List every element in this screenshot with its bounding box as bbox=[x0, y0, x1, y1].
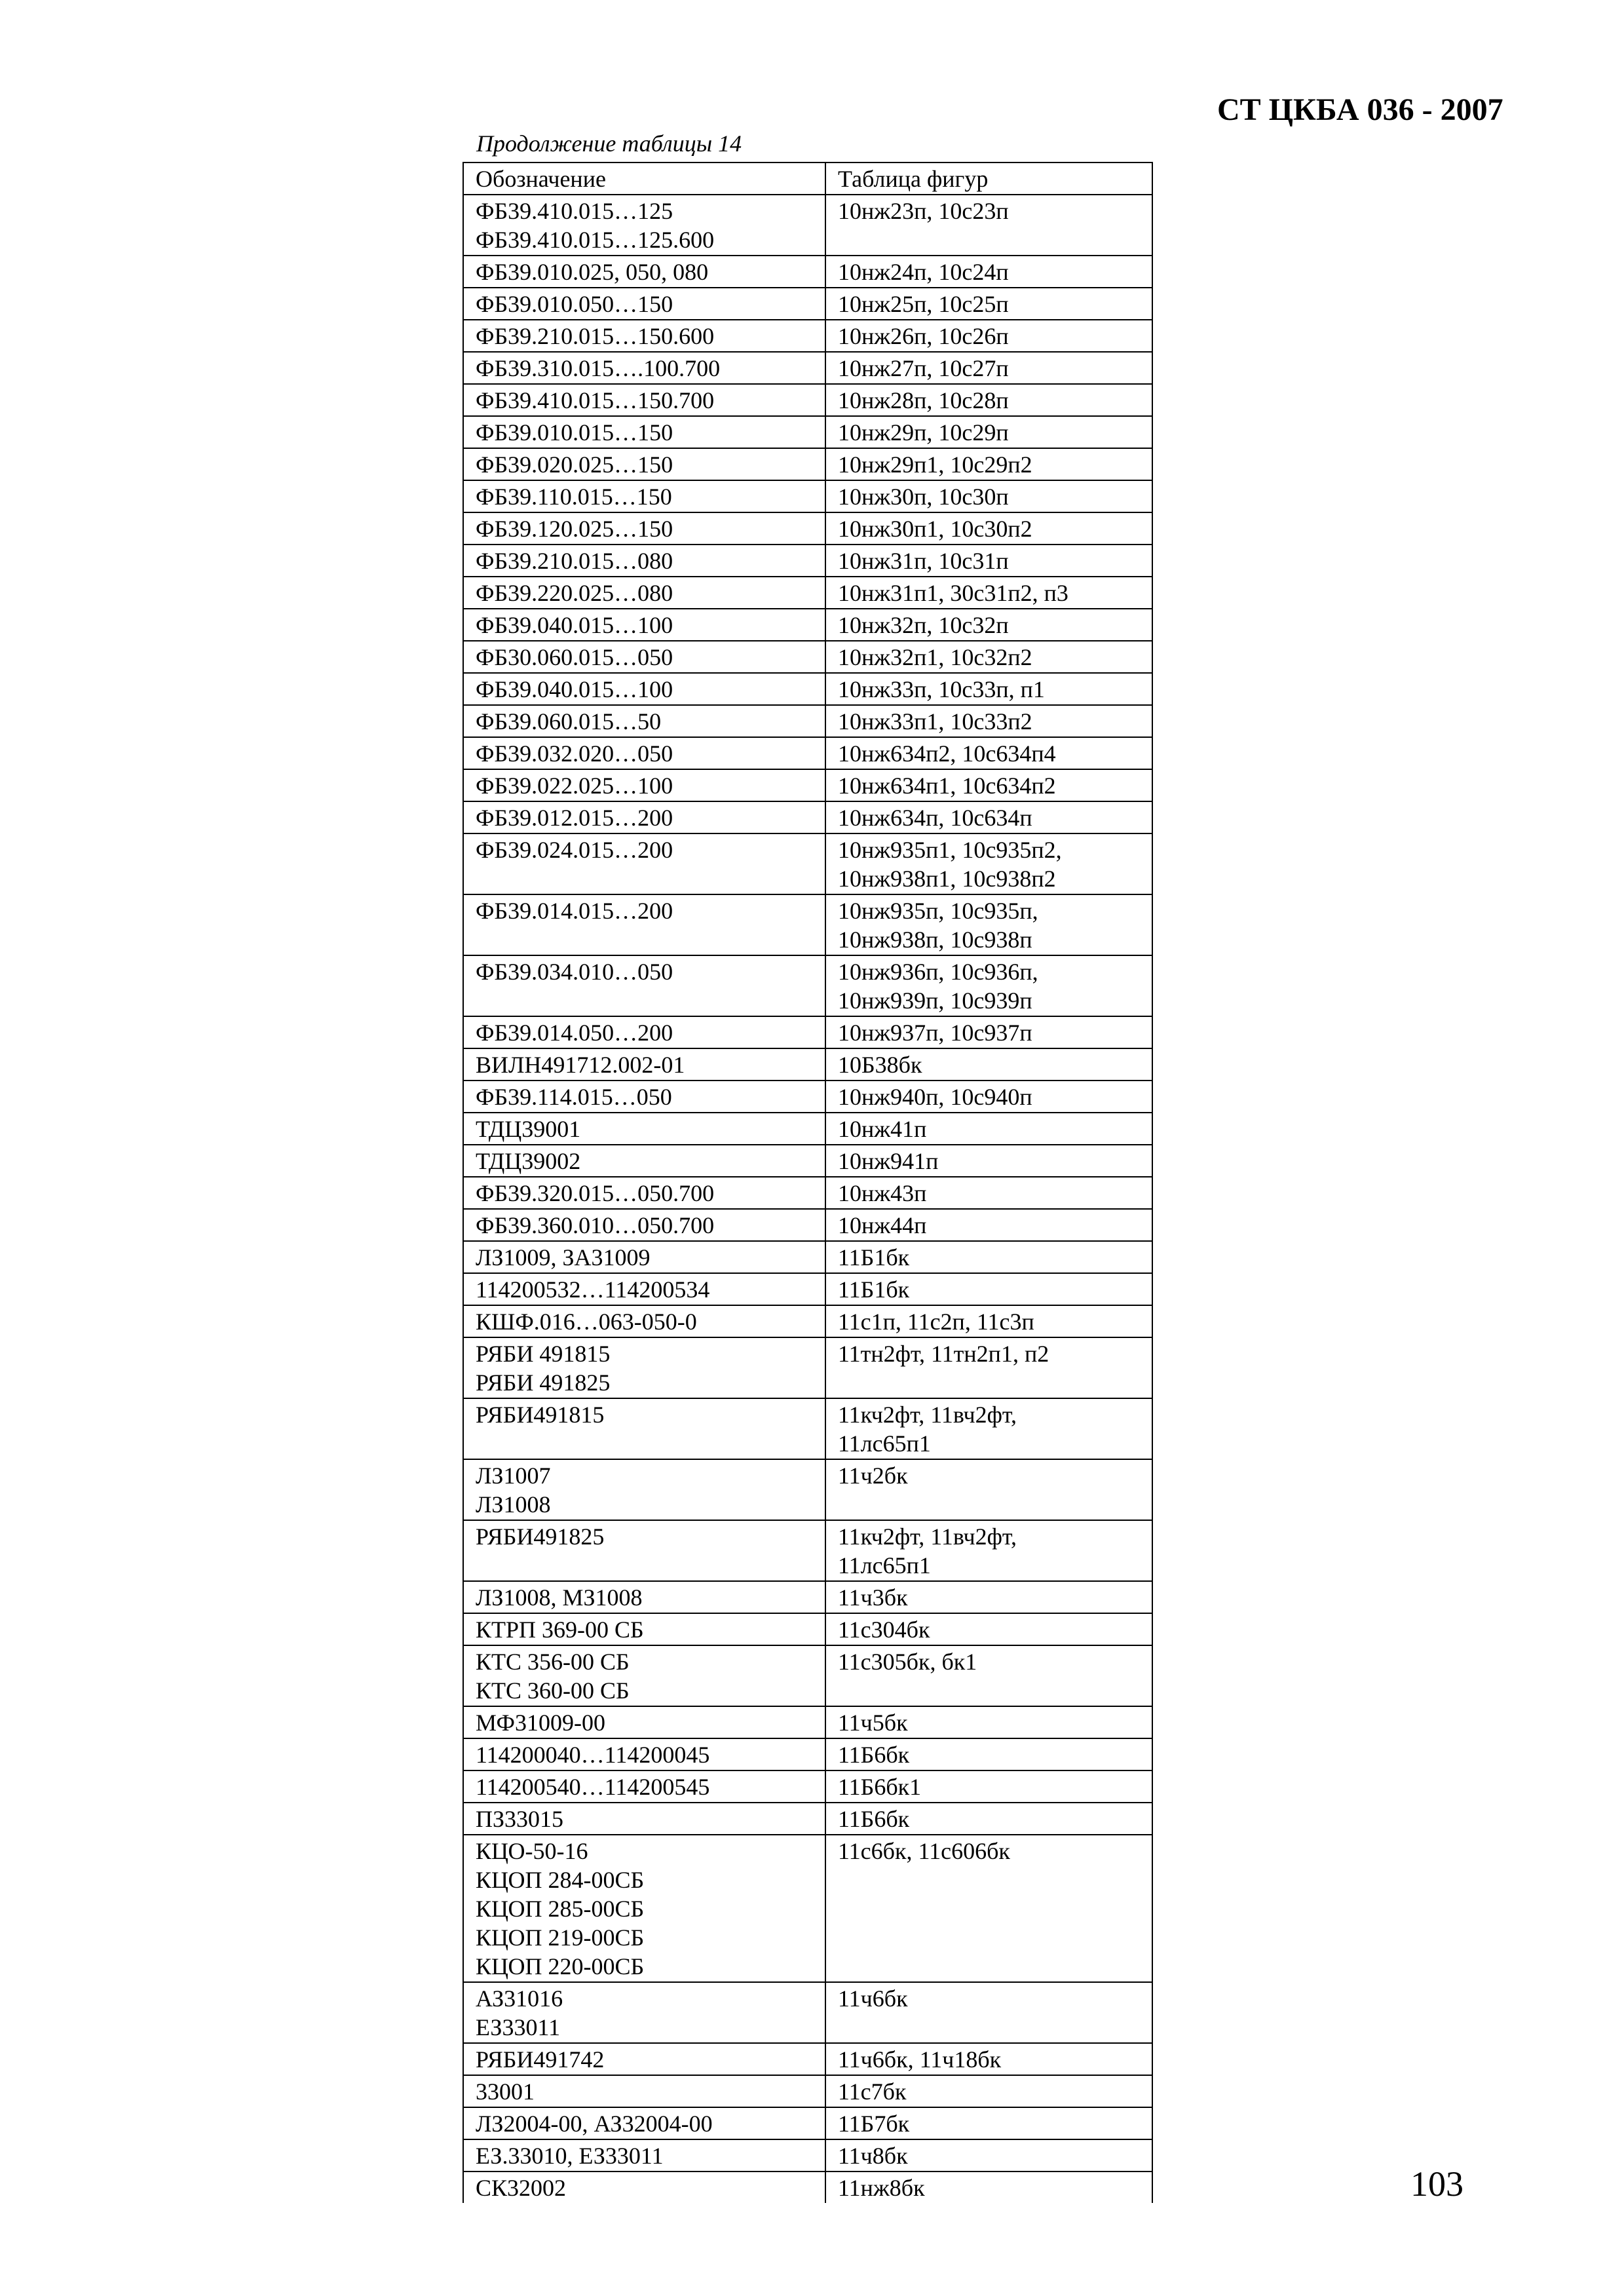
designation-cell: ТДЦ39002 bbox=[463, 1145, 825, 1177]
figures-cell: 10нж33п, 10с33п, п1 bbox=[825, 673, 1152, 705]
figures-cell: 11кч2фт, 11вч2фт, 11лс65п1 bbox=[825, 1520, 1152, 1581]
table-row bbox=[463, 1835, 1152, 1982]
table-row bbox=[463, 448, 1152, 480]
figures-cell: 11с304бк bbox=[825, 1613, 1152, 1645]
table-row bbox=[463, 2043, 1152, 2075]
designation-cell: ФБ39.210.015…080 bbox=[463, 545, 825, 577]
designation-cell: КШФ.016…063-050-0 bbox=[463, 1305, 825, 1337]
figures-cell: 10нж936п, 10с936п, 10нж939п, 10с939п bbox=[825, 955, 1152, 1016]
table-row bbox=[463, 833, 1152, 894]
figures-cell: 11ч5бк bbox=[825, 1706, 1152, 1738]
figures-cell: 10нж26п, 10с26п bbox=[825, 320, 1152, 352]
column-header-figures: Таблица фигур bbox=[825, 163, 1152, 195]
designation-cell: ФБ39.114.015…050 bbox=[463, 1081, 825, 1113]
designation-cell: ЛЗ1008, МЗ1008 bbox=[463, 1581, 825, 1613]
figures-cell: 10нж23п, 10с23п bbox=[825, 195, 1152, 256]
table-row bbox=[463, 705, 1152, 737]
figures-cell: 10нж33п1, 10с33п2 bbox=[825, 705, 1152, 737]
figures-cell: 10нж935п1, 10с935п2, 10нж938п1, 10с938п2 bbox=[825, 833, 1152, 894]
figures-cell: 10нж937п, 10с937п bbox=[825, 1016, 1152, 1048]
table-row bbox=[463, 955, 1152, 1016]
figures-cell: 10нж41п bbox=[825, 1113, 1152, 1145]
table-row bbox=[463, 737, 1152, 769]
designation-cell: ФБ39.014.050…200 bbox=[463, 1016, 825, 1048]
page-number: 103 bbox=[1410, 2164, 1463, 2204]
table-row bbox=[463, 1770, 1152, 1803]
figures-cell: 10Б38бк bbox=[825, 1048, 1152, 1081]
designation-cell: АЗ31016 ЕЗ33011 bbox=[463, 1982, 825, 2043]
figures-cell: 11кч2фт, 11вч2фт, 11лс65п1 bbox=[825, 1398, 1152, 1459]
designation-cell: ФБ39.310.015….100.700 bbox=[463, 352, 825, 384]
figures-cell: 11нж8бк bbox=[825, 2172, 1152, 2203]
table-row bbox=[463, 545, 1152, 577]
table-row bbox=[463, 1520, 1152, 1581]
designation-cell: ЛЗ2004-00, АЗ32004-00 bbox=[463, 2107, 825, 2139]
figures-cell: 11Б1бк bbox=[825, 1273, 1152, 1305]
table-row bbox=[463, 1398, 1152, 1459]
table-row bbox=[463, 801, 1152, 833]
designation-cell: ФБ39.040.015…100 bbox=[463, 673, 825, 705]
figures-cell: 10нж634п, 10с634п bbox=[825, 801, 1152, 833]
designation-cell: ЕЗ.33010, ЕЗ33011 bbox=[463, 2139, 825, 2172]
table-row bbox=[463, 1305, 1152, 1337]
figures-cell: 11ч8бк bbox=[825, 2139, 1152, 2172]
designation-cell: ФБ39.220.025…080 bbox=[463, 577, 825, 609]
table-row bbox=[463, 2172, 1152, 2203]
table-row bbox=[463, 195, 1152, 256]
designation-cell: ФБ30.060.015…050 bbox=[463, 641, 825, 673]
table-row bbox=[463, 288, 1152, 320]
table-row bbox=[463, 1241, 1152, 1273]
figures-cell: 10нж24п, 10с24п bbox=[825, 256, 1152, 288]
designation-cell: ЛЗ1007 ЛЗ1008 bbox=[463, 1459, 825, 1520]
table-row bbox=[463, 1081, 1152, 1113]
table-row bbox=[463, 1048, 1152, 1081]
table-row bbox=[463, 577, 1152, 609]
table-caption: Продолжение таблицы 14 bbox=[476, 130, 742, 157]
designation-cell: ФБ39.014.015…200 bbox=[463, 894, 825, 955]
figures-cell: 11Б1бк bbox=[825, 1241, 1152, 1273]
designation-cell: ФБ39.120.025…150 bbox=[463, 512, 825, 545]
table-row bbox=[463, 1613, 1152, 1645]
table-row bbox=[463, 320, 1152, 352]
figures-cell: 10нж935п, 10с935п, 10нж938п, 10с938п bbox=[825, 894, 1152, 955]
figures-cell: 10нж634п2, 10с634п4 bbox=[825, 737, 1152, 769]
designation-cell: ТДЦ39001 bbox=[463, 1113, 825, 1145]
designation-cell: РЯБИ491742 bbox=[463, 2043, 825, 2075]
designation-cell: ФБ39.210.015…150.600 bbox=[463, 320, 825, 352]
figures-cell: 10нж25п, 10с25п bbox=[825, 288, 1152, 320]
figures-cell: 10нж31п, 10с31п bbox=[825, 545, 1152, 577]
table-row bbox=[463, 1645, 1152, 1706]
table-row bbox=[463, 1209, 1152, 1241]
figures-cell: 10нж940п, 10с940п bbox=[825, 1081, 1152, 1113]
figures-cell: 11с305бк, бк1 bbox=[825, 1645, 1152, 1706]
figures-cell: 11Б6бк bbox=[825, 1803, 1152, 1835]
table-row bbox=[463, 1581, 1152, 1613]
table-header-row bbox=[463, 163, 1152, 195]
figures-cell: 10нж43п bbox=[825, 1177, 1152, 1209]
figures-cell: 10нж941п bbox=[825, 1145, 1152, 1177]
designation-cell: КЦО-50-16 КЦОП 284-00СБ КЦОП 285-00СБ КЦОП 219-00СБ КЦОП 220-00СБ bbox=[463, 1835, 825, 1982]
designation-cell: 114200040…114200045 bbox=[463, 1738, 825, 1770]
designation-cell: 114200540…114200545 bbox=[463, 1770, 825, 1803]
figures-cell: 11ч6бк bbox=[825, 1982, 1152, 2043]
designation-cell: ФБ39.012.015…200 bbox=[463, 801, 825, 833]
designation-cell: ФБ39.022.025…100 bbox=[463, 769, 825, 801]
figures-cell: 11с6бк, 11с606бк bbox=[825, 1835, 1152, 1982]
table-row bbox=[463, 384, 1152, 416]
figures-table-container bbox=[463, 162, 1152, 2203]
figures-cell: 10нж31п1, 30с31п2, п3 bbox=[825, 577, 1152, 609]
table-row bbox=[463, 1177, 1152, 1209]
designation-cell: СК32002 bbox=[463, 2172, 825, 2203]
figures-cell: 11с7бк bbox=[825, 2075, 1152, 2107]
table-row bbox=[463, 256, 1152, 288]
designation-cell: МФ31009-00 bbox=[463, 1706, 825, 1738]
figures-table bbox=[463, 162, 1153, 2203]
table-row bbox=[463, 673, 1152, 705]
table-row bbox=[463, 1706, 1152, 1738]
figures-cell: 11Б7бк bbox=[825, 2107, 1152, 2139]
document-code: СТ ЦКБА 036 - 2007 bbox=[1217, 92, 1503, 127]
figures-cell: 10нж28п, 10с28п bbox=[825, 384, 1152, 416]
designation-cell: ЛЗ1009, ЗА31009 bbox=[463, 1241, 825, 1273]
figures-cell: 10нж29п1, 10с29п2 bbox=[825, 448, 1152, 480]
designation-cell: КТРП 369-00 СБ bbox=[463, 1613, 825, 1645]
table-row bbox=[463, 1982, 1152, 2043]
table-row bbox=[463, 1738, 1152, 1770]
table-row bbox=[463, 1273, 1152, 1305]
designation-cell: РЯБИ 491815 РЯБИ 491825 bbox=[463, 1337, 825, 1398]
designation-cell: ФБ39.320.015…050.700 bbox=[463, 1177, 825, 1209]
designation-cell: ФБ39.010.015…150 bbox=[463, 416, 825, 448]
table-row bbox=[463, 1803, 1152, 1835]
figures-cell: 10нж30п1, 10с30п2 bbox=[825, 512, 1152, 545]
designation-cell: ФБ39.024.015…200 bbox=[463, 833, 825, 894]
table-body bbox=[463, 195, 1152, 2203]
figures-cell: 10нж27п, 10с27п bbox=[825, 352, 1152, 384]
table-row bbox=[463, 1337, 1152, 1398]
figures-cell: 11тн2фт, 11тн2п1, п2 bbox=[825, 1337, 1152, 1398]
designation-cell: РЯБИ491815 bbox=[463, 1398, 825, 1459]
designation-cell: ФБ39.060.015…50 bbox=[463, 705, 825, 737]
table-row bbox=[463, 2075, 1152, 2107]
designation-cell: ФБ39.010.050…150 bbox=[463, 288, 825, 320]
designation-cell: РЯБИ491825 bbox=[463, 1520, 825, 1581]
designation-cell: ВИЛН491712.002-01 bbox=[463, 1048, 825, 1081]
table-row bbox=[463, 1145, 1152, 1177]
figures-cell: 11ч6бк, 11ч18бк bbox=[825, 2043, 1152, 2075]
table-row bbox=[463, 1113, 1152, 1145]
designation-cell: КТС 356-00 СБ КТС 360-00 СБ bbox=[463, 1645, 825, 1706]
figures-cell: 11ч3бк bbox=[825, 1581, 1152, 1613]
table-row bbox=[463, 894, 1152, 955]
designation-cell: ФБ39.410.015…125 ФБ39.410.015…125.600 bbox=[463, 195, 825, 256]
designation-cell: 114200532…114200534 bbox=[463, 1273, 825, 1305]
table-row bbox=[463, 769, 1152, 801]
table-row bbox=[463, 480, 1152, 512]
figures-cell: 11ч2бк bbox=[825, 1459, 1152, 1520]
figures-cell: 10нж30п, 10с30п bbox=[825, 480, 1152, 512]
designation-cell: ФБ39.020.025…150 bbox=[463, 448, 825, 480]
figures-cell: 11Б6бк1 bbox=[825, 1770, 1152, 1803]
table-row bbox=[463, 352, 1152, 384]
table-row bbox=[463, 641, 1152, 673]
designation-cell: ФБ39.040.015…100 bbox=[463, 609, 825, 641]
table-row bbox=[463, 416, 1152, 448]
figures-cell: 11Б6бк bbox=[825, 1738, 1152, 1770]
designation-cell: 33001 bbox=[463, 2075, 825, 2107]
designation-cell: ФБ39.032.020…050 bbox=[463, 737, 825, 769]
figures-cell: 10нж29п, 10с29п bbox=[825, 416, 1152, 448]
designation-cell: ФБ39.360.010…050.700 bbox=[463, 1209, 825, 1241]
figures-cell: 10нж44п bbox=[825, 1209, 1152, 1241]
table-row bbox=[463, 1459, 1152, 1520]
designation-cell: ПЗ33015 bbox=[463, 1803, 825, 1835]
designation-cell: ФБ39.010.025, 050, 080 bbox=[463, 256, 825, 288]
figures-cell: 10нж32п, 10с32п bbox=[825, 609, 1152, 641]
table-row bbox=[463, 1016, 1152, 1048]
figures-cell: 11с1п, 11с2п, 11с3п bbox=[825, 1305, 1152, 1337]
figures-cell: 10нж32п1, 10с32п2 bbox=[825, 641, 1152, 673]
designation-cell: ФБ39.410.015…150.700 bbox=[463, 384, 825, 416]
column-header-designation: Обозначение bbox=[463, 163, 825, 195]
designation-cell: ФБ39.034.010…050 bbox=[463, 955, 825, 1016]
figures-cell: 10нж634п1, 10с634п2 bbox=[825, 769, 1152, 801]
table-row bbox=[463, 609, 1152, 641]
table-row bbox=[463, 2107, 1152, 2139]
designation-cell: ФБ39.110.015…150 bbox=[463, 480, 825, 512]
table-row bbox=[463, 512, 1152, 545]
table-row bbox=[463, 2139, 1152, 2172]
